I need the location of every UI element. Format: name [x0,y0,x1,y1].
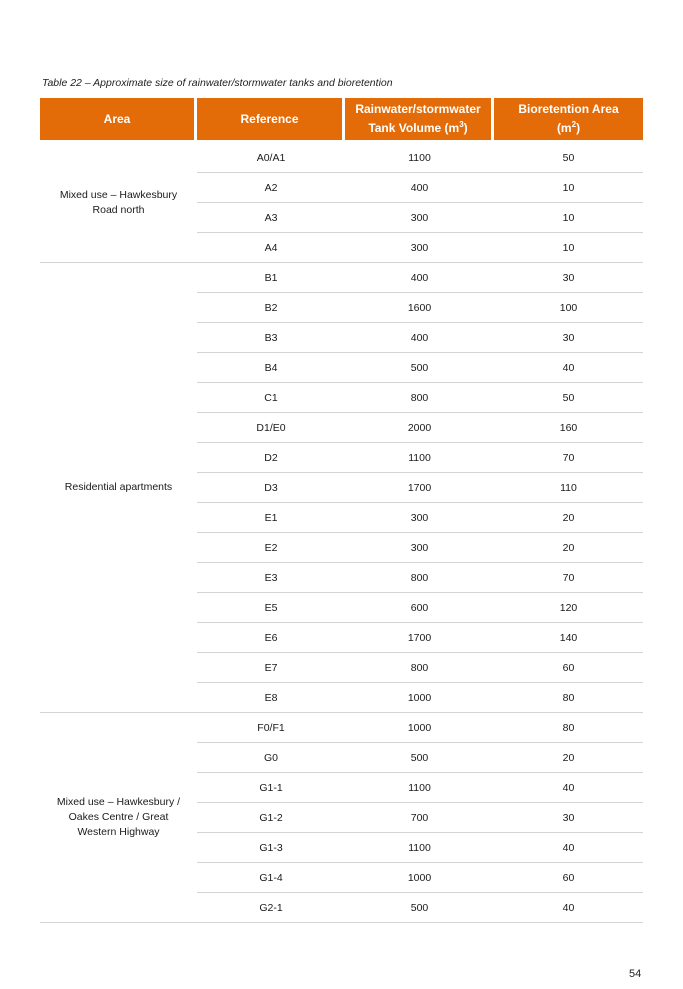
reference-cell: E6 [197,623,345,653]
reference-cell: D3 [197,473,345,503]
page-number: 54 [629,968,642,980]
bioretention-cell: 100 [494,293,643,323]
tank-size-table [40,98,643,923]
bioretention-cell: 80 [494,683,643,713]
tank-volume-cell: 1100 [345,143,494,173]
bioretention-cell: 10 [494,203,643,233]
bioretention-cell: 40 [494,833,643,863]
bioretention-cell: 120 [494,593,643,623]
bioretention-cell: 80 [494,713,643,743]
reference-cell: E8 [197,683,345,713]
tank-volume-cell: 400 [345,263,494,293]
bioretention-cell: 30 [494,263,643,293]
reference-cell: B3 [197,323,345,353]
table-caption: Table 22 – Approximate size of rainwater/stormwater tanks and bioretention [42,77,393,89]
bioretention-cell: 60 [494,653,643,683]
reference-cell: A4 [197,233,345,263]
reference-cell: E7 [197,653,345,683]
header-reference: Reference [197,98,345,143]
reference-cell: D1/E0 [197,413,345,443]
table-row [40,263,643,293]
bioretention-cell: 50 [494,143,643,173]
area-cell: Mixed use – Hawkesbury / Oakes Centre / Great Western Highway [40,713,197,923]
header-bioretention-area: Bioretention Area $(m^2)$ [494,98,643,143]
tank-volume-cell: 1000 [345,683,494,713]
bioretention-cell: 40 [494,773,643,803]
table-row [40,143,643,173]
tank-volume-cell: 500 [345,893,494,923]
bioretention-cell: 110 [494,473,643,503]
reference-cell: G1-1 [197,773,345,803]
reference-cell: G1-4 [197,863,345,893]
reference-cell: C1 [197,383,345,413]
bioretention-cell: 140 [494,623,643,653]
table-header-row [40,98,643,143]
tank-volume-cell: 600 [345,593,494,623]
reference-cell: F0/F1 [197,713,345,743]
bioretention-cell: 40 [494,353,643,383]
reference-cell: A0/A1 [197,143,345,173]
bioretention-cell: 20 [494,533,643,563]
bioretention-cell: 40 [494,893,643,923]
reference-cell: B4 [197,353,345,383]
bioretention-cell: 30 [494,323,643,353]
tank-volume-cell: 300 [345,503,494,533]
bioretention-cell: 50 [494,383,643,413]
tank-volume-cell: 1600 [345,293,494,323]
reference-cell: G1-2 [197,803,345,833]
tank-volume-cell: 500 [345,353,494,383]
reference-cell: E3 [197,563,345,593]
reference-cell: B1 [197,263,345,293]
tank-volume-cell: 2000 [345,413,494,443]
reference-cell: A2 [197,173,345,203]
reference-cell: G0 [197,743,345,773]
bioretention-cell: 70 [494,443,643,473]
table-body [40,143,643,923]
area-cell: Residential apartments [40,263,197,713]
tank-volume-cell: 500 [345,743,494,773]
reference-cell: E5 [197,593,345,623]
bioretention-cell: 10 [494,233,643,263]
bioretention-cell: 10 [494,173,643,203]
tank-volume-cell: 800 [345,383,494,413]
reference-cell: D2 [197,443,345,473]
bioretention-cell: 60 [494,863,643,893]
bioretention-cell: 20 [494,503,643,533]
bioretention-cell: 160 [494,413,643,443]
tank-volume-cell: 400 [345,173,494,203]
tank-volume-cell: 800 [345,563,494,593]
tank-volume-cell: 1700 [345,623,494,653]
reference-cell: B2 [197,293,345,323]
tank-volume-cell: 300 [345,233,494,263]
header-tank-volume: Rainwater/stormwater Tank Volume $(m^3)$ [345,98,494,143]
reference-cell: G1-3 [197,833,345,863]
tank-volume-cell: 1100 [345,443,494,473]
reference-cell: A3 [197,203,345,233]
reference-cell: E1 [197,503,345,533]
tank-volume-cell: 1700 [345,473,494,503]
tank-volume-cell: 700 [345,803,494,833]
area-cell: Mixed use – Hawkesbury Road north [40,143,197,263]
tank-volume-cell: 1100 [345,773,494,803]
tank-volume-cell: 300 [345,533,494,563]
tank-volume-cell: 1100 [345,833,494,863]
reference-cell: G2-1 [197,893,345,923]
bioretention-cell: 30 [494,803,643,833]
header-area: Area [40,98,197,143]
tank-volume-cell: 1000 [345,713,494,743]
table-row [40,713,643,743]
tank-volume-cell: 800 [345,653,494,683]
tank-volume-cell: 300 [345,203,494,233]
reference-cell: E2 [197,533,345,563]
bioretention-cell: 20 [494,743,643,773]
bioretention-cell: 70 [494,563,643,593]
tank-volume-cell: 400 [345,323,494,353]
tank-volume-cell: 1000 [345,863,494,893]
